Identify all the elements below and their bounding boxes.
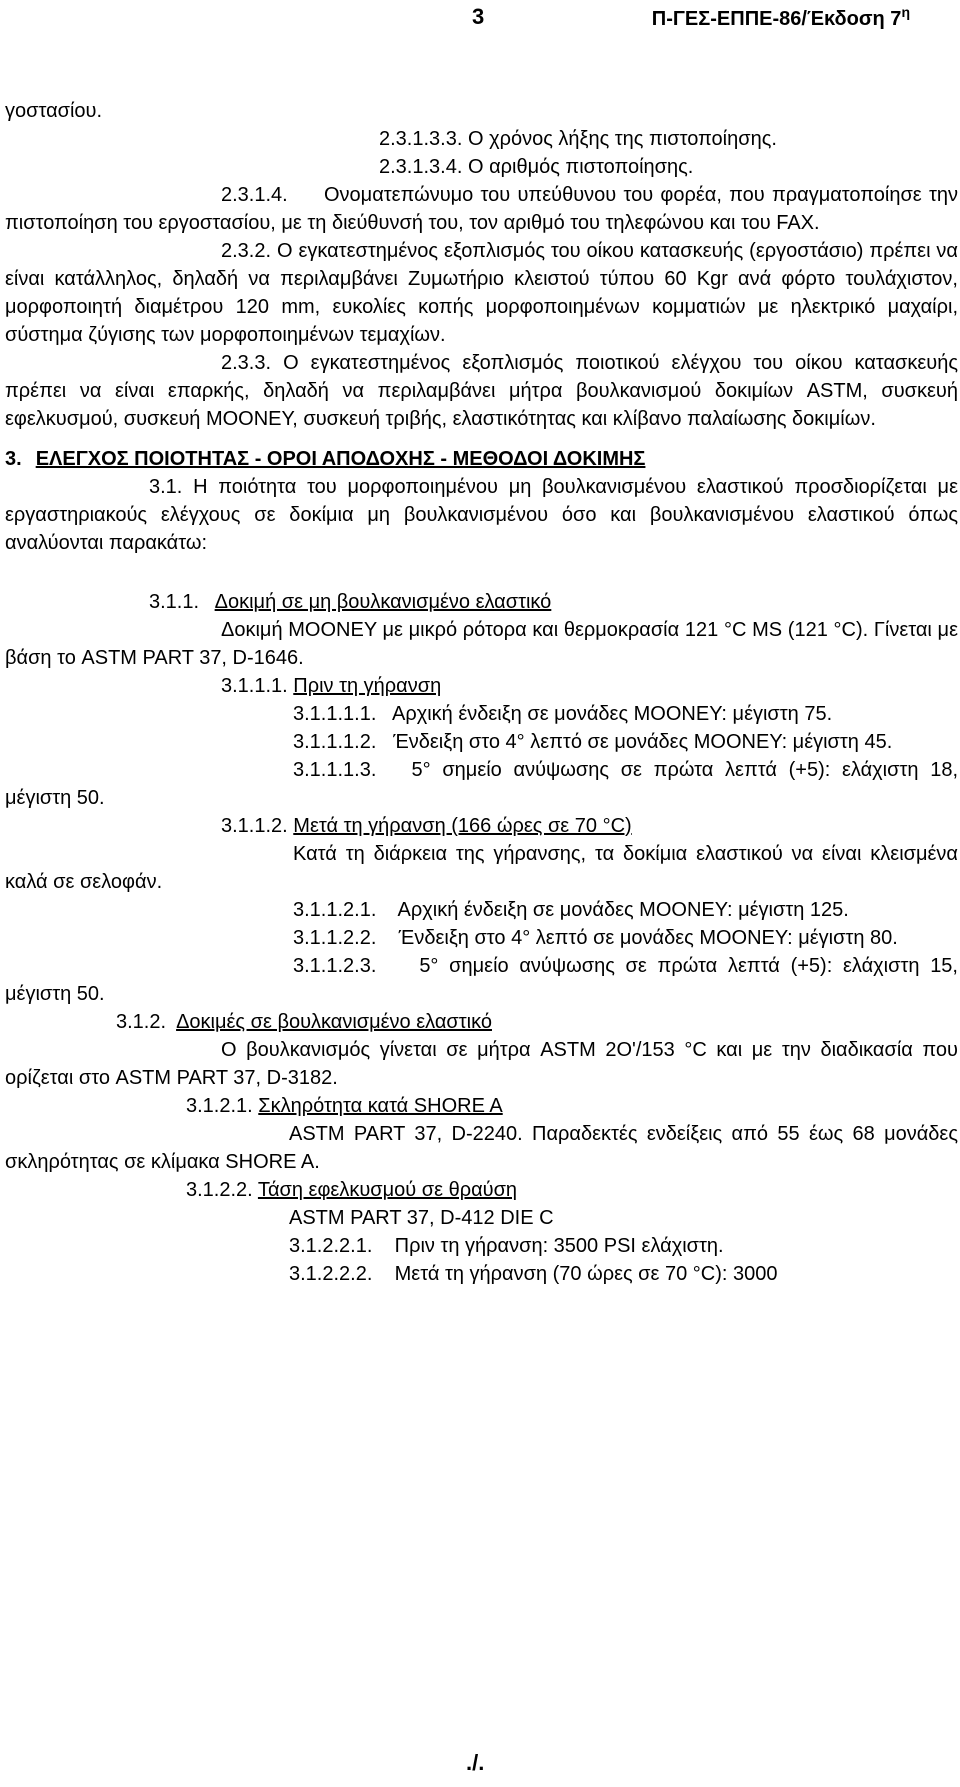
- subsection-heading: 3.1.2.2. Τάση εφελκυσμού σε θραύση: [186, 1179, 518, 1201]
- paragraph: 3.1.1.1.3. 5° σημείο ανύψωσης σε πρώτα λεπτά (+5): ελάχιστη 18, μέγιστη 50.: [5, 759, 958, 809]
- page-number: 3: [472, 4, 485, 29]
- subsection-heading: 3.1.1.1. Πριν τη γήρανση: [221, 675, 442, 697]
- paragraph: 3.1.2.2.1. Πριν τη γήρανση: 3500 PSI ελάχιστη.: [289, 1235, 724, 1257]
- subsection-heading: 3.1.1.2. Μετά τη γήρανση (166 ώρες σε 70 °C): [221, 815, 632, 837]
- paragraph: 2.3.1.4. Ονοματεπώνυμο του υπεύθυνου του φορέα, που πραγματοποίησε την πιστοποίηση του εργοστασίου, με τη διεύθυνσή του, τον αριθμό του τηλεφώνου και του FAX.: [5, 184, 958, 234]
- subsection-heading: 3.1.2. Δοκιμές σε βουλκανισμένο ελαστικό: [116, 1011, 492, 1033]
- paragraph: Ο βουλκανισμός γίνεται σε μήτρα ASTM 2O'/153 °C και με την διαδικασία που ορίζεται στο ASTM PART 37, D-3182.: [5, 1039, 958, 1089]
- paragraph: ASTM PART 37, D-2240. Παραδεκτές ενδείξεις από 55 έως 68 μονάδες σκληρότητας σε κλίμακα SHORE A.: [5, 1123, 958, 1173]
- paragraph: γοστασίου.: [5, 100, 103, 122]
- paragraph: 2.3.2. Ο εγκατεστημένος εξοπλισμός του οίκου κατασκευής (εργοστάσιο) πρέπει να είναι κατάλληλος, δηλαδή να περιλαμβάνει Ζυμωτήριο κλειστού τύπου 60 Kgr ανά φόρτο τουλάχιστον, μορφοποιητή διαμέτρου 120 mm, ευκολίες κοπής μορφοποιημένων κομματιών με ηλεκτρικό μαχαίρι, σύστημα ζύγισης των μορφοποιημένων τεμαχίων.: [5, 240, 958, 346]
- subsection-heading: 3.1.2.1. Σκληρότητα κατά SHORE A: [186, 1095, 503, 1117]
- document-body: [5, 97, 958, 1288]
- paragraph: ASTM PART 37, D-412 DIE C: [289, 1207, 554, 1229]
- paragraph: 3.1.1.2.2. Ένδειξη στο 4° λεπτό σε μονάδες MOONEY: μέγιστη 80.: [293, 927, 898, 949]
- document-code: Π-ΓΕΣ-ΕΠΠΕ-86/Έκδοση $7^\eta$: [651, 4, 910, 30]
- subsection-heading: 3.1.1. Δοκιμή σε μη βουλκανισμένο ελαστικό: [149, 591, 552, 613]
- continuation-mark: ./.: [466, 1750, 485, 1775]
- paragraph: 3.1.2.2.2. Μετά τη γήρανση (70 ώρες σε 70 °C): 3000: [289, 1263, 778, 1285]
- paragraph: 3.1.1.1.2. Ένδειξη στο 4° λεπτό σε μονάδες MOONEY: μέγιστη 45.: [293, 731, 893, 753]
- paragraph: 3.1.1.2.1. Αρχική ένδειξη σε μονάδες MOONEY: μέγιστη 125.: [293, 899, 849, 921]
- paragraph: Κατά τη διάρκεια της γήρανσης, τα δοκίμια ελαστικού να είναι κλεισμένα καλά σε σελοφάν.: [5, 843, 958, 893]
- paragraph: 2.3.1.3.3. Ο χρόνος λήξης της πιστοποίησης.: [379, 128, 777, 150]
- paragraph: Δοκιμή MOONEY με μικρό ρότορα και θερμοκρασία 121 °C MS (121 °C). Γίνεται με βάση το ASTM PART 37, D-1646.: [5, 619, 958, 669]
- paragraph: 2.3.3. Ο εγκατεστημένος εξοπλισμός ποιοτικού ελέγχου του οίκου κατασκευής πρέπει να είναι επαρκής, δηλαδή να περιλαμβάνει μήτρα βουλκανισμού δοκιμίων ASTM, συσκευή εφελκυσμού, συσκευή MOONEY, συσκευή τριβής, ελαστικότητας και κλίβανο παλαίωσης δοκιμίων.: [5, 352, 958, 430]
- paragraph: 3.1.1.2.3. 5° σημείο ανύψωσης σε πρώτα λεπτά (+5): ελάχιστη 15, μέγιστη 50.: [5, 955, 958, 1005]
- paragraph: 3.1. Η ποιότητα του μορφοποιημένου μη βουλκανισμένου ελαστικού προσδιορίζεται με εργαστηριακούς ελέγχους σε δοκίμια μη βουλκανισμένου όσο και βουλκανισμένου ελαστικού όπως αναλύονται παρακάτω:: [5, 476, 958, 554]
- paragraph: 2.3.1.3.4. Ο αριθμός πιστοποίησης.: [379, 156, 694, 178]
- paragraph: 3.1.1.1.1. Αρχική ένδειξη σε μονάδες MOONEY: μέγιστη 75.: [293, 703, 833, 725]
- section-heading: 3. ΕΛΕΓΧΟΣ ΠΟΙΟΤΗΤΑΣ - ΟΡΟΙ ΑΠΟΔΟΧΗΣ - ΜΕΘΟΔΟΙ ΔΟΚΙΜΗΣ: [5, 448, 646, 470]
